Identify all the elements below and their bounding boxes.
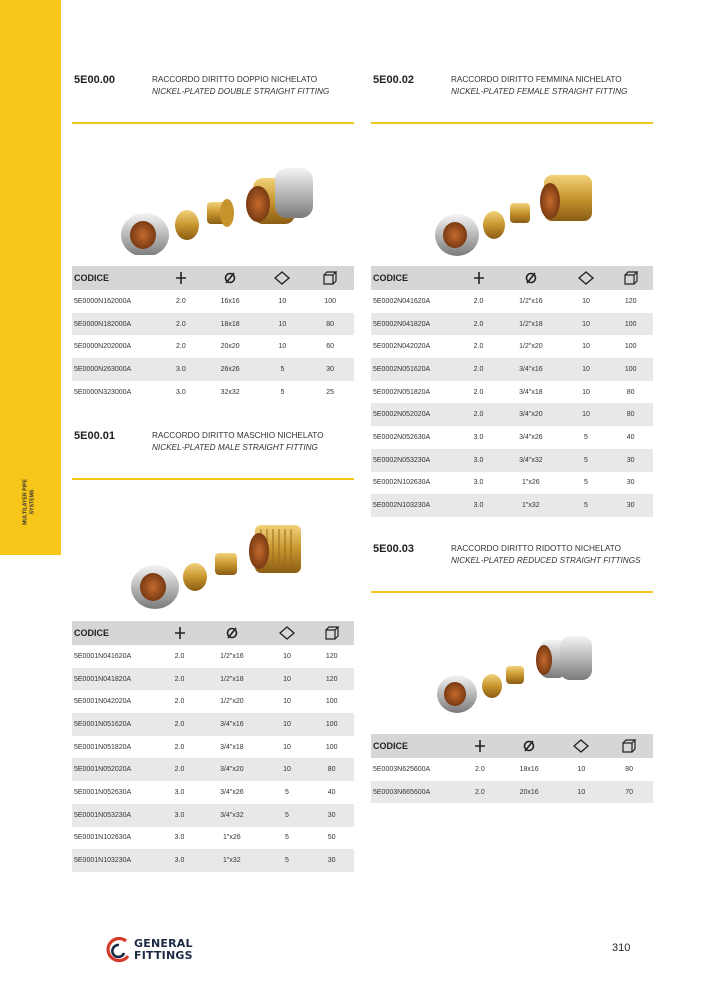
- cell-box: 80: [626, 388, 635, 396]
- cell-pack: 10: [283, 698, 291, 706]
- logo-text: [134, 938, 193, 961]
- cell-pack: 10: [278, 297, 287, 305]
- logo-line2: FITTINGS: [134, 948, 193, 962]
- table-row: [72, 781, 354, 804]
- cell-code: 5E0000N182000A: [74, 320, 132, 328]
- cell-pack: 10: [283, 743, 291, 751]
- section-title: [451, 543, 641, 567]
- cell-pack: 5: [584, 502, 588, 510]
- section-5e0002: [371, 70, 653, 120]
- cell-box: 30: [326, 365, 335, 373]
- cell-pack: 10: [582, 365, 590, 373]
- diameter-icon: [498, 266, 564, 290]
- cell-pressure: 2.0: [473, 343, 484, 351]
- table-header: [371, 734, 653, 758]
- cell-pack: 5: [280, 365, 285, 373]
- cell-code: 5E0002N041620A: [373, 297, 431, 305]
- title-en: NICKEL-PLATED REDUCED STRAIGHT FITTINGS: [451, 556, 641, 565]
- cell-pack: 10: [278, 343, 287, 351]
- cell-pressure: 3.0: [473, 433, 484, 441]
- cell-code: 5E0002N051820A: [373, 388, 431, 396]
- diamond-icon: [259, 266, 307, 290]
- cell-box: 100: [325, 698, 338, 706]
- cell-pack: 10: [577, 765, 586, 773]
- box-icon: [605, 734, 653, 758]
- cell-box: 30: [327, 857, 336, 865]
- cell-pack: 5: [285, 857, 289, 865]
- logo-mark-icon: [106, 937, 132, 963]
- fitting-image-female: [432, 165, 602, 260]
- cell-pressure: 3.0: [473, 456, 484, 464]
- cell-pressure: 2.0: [176, 297, 186, 305]
- cell-code: 5E0001N053230A: [74, 811, 132, 819]
- cell-pack: 10: [582, 388, 590, 396]
- fitting-image-reduced: [432, 630, 602, 720]
- diameter-icon: [501, 734, 558, 758]
- table-header: [72, 621, 354, 645]
- cell-box: 30: [626, 502, 635, 510]
- cell-box: 100: [624, 320, 637, 328]
- cell-size: 3/4"x20: [519, 411, 543, 419]
- cell-box: 50: [327, 834, 336, 842]
- cell-pressure: 2.0: [473, 365, 484, 373]
- cell-pressure: 3.0: [176, 365, 186, 373]
- table-row: [371, 426, 653, 449]
- table-5e0000: [72, 266, 354, 403]
- table-row: [371, 381, 653, 404]
- section-title: [152, 74, 329, 98]
- table-header: [371, 266, 653, 290]
- header-codice: CODICE: [373, 741, 409, 751]
- cell-pack: 5: [584, 479, 588, 487]
- cell-pressure: 3.0: [473, 479, 484, 487]
- diamond-icon: [558, 734, 606, 758]
- cell-box: 100: [325, 743, 338, 751]
- header-codice: CODICE: [74, 628, 110, 638]
- side-tab-line1: MULTILAYER PIPE: [22, 479, 29, 525]
- table-row: [371, 494, 653, 517]
- cell-size: 3/4"x26: [220, 788, 244, 796]
- title-it: RACCORDO DIRITTO RIDOTTO NICHELATO: [451, 544, 621, 553]
- cell-pack: 10: [283, 652, 291, 660]
- section-rule: [371, 122, 653, 124]
- cell-pressure: 3.0: [473, 502, 484, 510]
- box-icon: [309, 621, 354, 645]
- cell-box: 70: [625, 788, 634, 796]
- cross-icon: [459, 734, 501, 758]
- product-image-female: [432, 165, 602, 260]
- cell-size: 16x16: [220, 297, 240, 305]
- cross-icon: [160, 621, 199, 645]
- cell-pressure: 2.0: [475, 788, 485, 796]
- cell-box: 120: [325, 675, 338, 683]
- diameter-icon: [199, 621, 265, 645]
- cell-pack: 10: [582, 411, 590, 419]
- cell-box: 120: [624, 297, 637, 305]
- box-icon: [306, 266, 354, 290]
- cross-icon: [459, 266, 498, 290]
- table-row: [72, 736, 354, 759]
- table-row: [72, 335, 354, 358]
- cell-code: 5E0001N041620A: [74, 652, 132, 660]
- cell-pack: 10: [283, 675, 291, 683]
- table-row: [371, 449, 653, 472]
- table-row: [72, 713, 354, 736]
- cell-pack: 10: [283, 720, 291, 728]
- cell-pressure: 2.0: [174, 652, 185, 660]
- cell-pressure: 2.0: [475, 765, 485, 773]
- table-row: [371, 335, 653, 358]
- cell-size: 1"x32: [223, 857, 241, 865]
- cell-box: 100: [624, 365, 637, 373]
- section-rule: [371, 591, 653, 593]
- diamond-icon: [564, 266, 609, 290]
- page-number: 310: [612, 942, 631, 954]
- cell-pack: 5: [285, 811, 289, 819]
- table-row: [72, 804, 354, 827]
- title-it: RACCORDO DIRITTO FEMMINA NICHELATO: [451, 75, 622, 84]
- cell-size: 3/4"x18: [519, 388, 543, 396]
- cell-size: 3/4"x26: [519, 433, 543, 441]
- table-row: [371, 358, 653, 381]
- section-code: 5E00.01: [74, 430, 115, 442]
- cell-pressure: 2.0: [174, 720, 185, 728]
- cell-box: 120: [325, 652, 338, 660]
- section-code: 5E00.03: [373, 543, 414, 555]
- cell-pack: 10: [582, 297, 590, 305]
- diameter-icon: [202, 266, 259, 290]
- title-it: RACCORDO DIRITTO DOPPIO NICHELATO: [152, 75, 318, 84]
- cell-pressure: 2.0: [176, 343, 186, 351]
- cell-size: 1/2"x16: [220, 652, 244, 660]
- title-it: RACCORDO DIRITTO MASCHIO NICHELATO: [152, 431, 324, 440]
- diamond-icon: [265, 621, 310, 645]
- product-image-double: [115, 160, 315, 255]
- cell-size: 3/4"x20: [220, 766, 244, 774]
- cell-code: 5E0002N042020A: [373, 343, 431, 351]
- logo-line1: GENERAL: [134, 937, 193, 950]
- cell-pack: 10: [577, 788, 586, 796]
- cell-code: 5E0003N665600A: [373, 788, 431, 796]
- product-image-male: [127, 515, 317, 610]
- cell-size: 18x18: [220, 320, 240, 328]
- table-row: [72, 290, 354, 313]
- cell-pressure: 2.0: [473, 388, 484, 396]
- cell-size: 3/4"x32: [519, 456, 543, 464]
- cell-code: 5E0001N051620A: [74, 720, 132, 728]
- cell-pressure: 2.0: [473, 411, 484, 419]
- cell-pressure: 3.0: [174, 788, 185, 796]
- title-en: NICKEL-PLATED FEMALE STRAIGHT FITTING: [451, 87, 628, 96]
- cell-pack: 5: [285, 788, 289, 796]
- cell-box: 30: [626, 479, 635, 487]
- cell-code: 5E0001N052630A: [74, 788, 132, 796]
- cell-code: 5E0002N102630A: [373, 479, 431, 487]
- cell-size: 3/4"x18: [220, 743, 244, 751]
- cell-pressure: 2.0: [176, 320, 186, 328]
- table-row: [371, 781, 653, 804]
- table-row: [72, 381, 354, 404]
- section-rule: [72, 478, 354, 480]
- table-row: [72, 358, 354, 381]
- table-row: [371, 758, 653, 781]
- cell-size: 1"x26: [223, 834, 241, 842]
- cell-box: 80: [626, 411, 635, 419]
- box-icon: [608, 266, 653, 290]
- table-row: [72, 758, 354, 781]
- cell-size: 3/4"x32: [220, 811, 244, 819]
- cell-box: 80: [625, 765, 634, 773]
- cell-size: 1/2"x20: [519, 343, 543, 351]
- cell-code: 5E0001N052020A: [74, 766, 132, 774]
- cell-pressure: 2.0: [174, 743, 185, 751]
- section-code: 5E00.02: [373, 74, 414, 86]
- table-5e0003: [371, 734, 653, 803]
- cell-code: 5E0001N051820A: [74, 743, 132, 751]
- cell-pressure: 3.0: [174, 811, 185, 819]
- table-row: [371, 472, 653, 495]
- cell-pack: 5: [584, 433, 588, 441]
- cell-code: 5E0003N625600A: [373, 765, 431, 773]
- side-tab-label: [23, 479, 36, 525]
- table-row: [371, 290, 653, 313]
- table-row: [72, 827, 354, 850]
- cell-code: 5E0000N202000A: [74, 343, 132, 351]
- cell-code: 5E0002N103230A: [373, 502, 431, 510]
- cell-pressure: 3.0: [176, 388, 186, 396]
- table-header: [72, 266, 354, 290]
- cell-code: 5E0001N042020A: [74, 698, 132, 706]
- cell-box: 60: [326, 343, 335, 351]
- cell-code: 5E0002N041820A: [373, 320, 431, 328]
- cell-box: 100: [325, 720, 338, 728]
- cell-code: 5E0000N162000A: [74, 297, 132, 305]
- cell-box: 100: [624, 343, 637, 351]
- cell-pressure: 3.0: [174, 857, 185, 865]
- table-row: [371, 313, 653, 336]
- cell-pressure: 2.0: [174, 766, 185, 774]
- cell-box: 25: [326, 388, 335, 396]
- cell-box: 40: [626, 433, 635, 441]
- company-logo: [106, 937, 206, 963]
- cell-pack: 10: [582, 343, 590, 351]
- cell-box: 30: [327, 811, 336, 819]
- cell-box: 40: [327, 788, 336, 796]
- cell-pressure: 2.0: [473, 297, 484, 305]
- cell-pack: 10: [283, 766, 291, 774]
- table-5e0001: [72, 621, 354, 872]
- cell-code: 5E0001N102630A: [74, 834, 132, 842]
- section-title: [451, 74, 627, 98]
- cell-code: 5E0000N323000A: [74, 388, 132, 396]
- cell-size: 3/4"x16: [220, 720, 244, 728]
- cell-pack: 5: [280, 388, 285, 396]
- table-row: [72, 645, 354, 668]
- cell-box: 30: [626, 456, 635, 464]
- section-5e0000: [72, 70, 354, 120]
- cell-size: 1"x32: [522, 502, 540, 510]
- cell-size: 18x16: [519, 765, 539, 773]
- cell-pressure: 3.0: [174, 834, 185, 842]
- table-row: [72, 690, 354, 713]
- table-row: [72, 668, 354, 691]
- cell-pack: 10: [278, 320, 287, 328]
- cell-size: 1/2"x16: [519, 297, 543, 305]
- cell-size: 1/2"x20: [220, 698, 244, 706]
- cell-size: 20x16: [519, 788, 539, 796]
- cell-pack: 10: [582, 320, 590, 328]
- cell-code: 5E0001N041820A: [74, 675, 132, 683]
- cell-box: 80: [326, 320, 335, 328]
- cell-size: 3/4"x16: [519, 365, 543, 373]
- cell-code: 5E0002N053230A: [373, 456, 431, 464]
- cell-pressure: 2.0: [473, 320, 484, 328]
- cell-size: 1"x26: [522, 479, 540, 487]
- cell-box: 100: [324, 297, 336, 305]
- cell-size: 26x26: [220, 365, 240, 373]
- cell-pressure: 2.0: [174, 698, 185, 706]
- table-row: [72, 313, 354, 336]
- cell-size: 1/2"x18: [519, 320, 543, 328]
- cross-icon: [160, 266, 202, 290]
- table-row: [371, 403, 653, 426]
- cell-code: 5E0001N103230A: [74, 857, 132, 865]
- cell-box: 80: [327, 766, 336, 774]
- product-image-reduced: [432, 630, 602, 720]
- title-en: NICKEL-PLATED MALE STRAIGHT FITTING: [152, 443, 318, 452]
- fitting-image-double: [115, 160, 315, 255]
- cell-code: 5E0000N263000A: [74, 365, 132, 373]
- side-tab: [0, 0, 61, 555]
- cell-pack: 5: [285, 834, 289, 842]
- cell-code: 5E0002N052020A: [373, 411, 431, 419]
- cell-code: 5E0002N052630A: [373, 433, 431, 441]
- fitting-image-male: [127, 515, 317, 610]
- header-codice: CODICE: [373, 273, 409, 283]
- cell-size: 20x20: [220, 343, 240, 351]
- cell-pressure: 2.0: [174, 675, 185, 683]
- side-tab-line2: SYSTEMS: [29, 489, 35, 515]
- table-row: [72, 849, 354, 872]
- header-codice: CODICE: [74, 273, 110, 283]
- cell-code: 5E0002N051620A: [373, 365, 431, 373]
- cell-pack: 5: [584, 456, 588, 464]
- cell-size: 1/2"x18: [220, 675, 244, 683]
- section-title: [152, 430, 324, 454]
- section-rule: [72, 122, 354, 124]
- cell-size: 32x32: [220, 388, 240, 396]
- table-5e0002: [371, 266, 653, 517]
- section-5e0003: [371, 539, 653, 589]
- section-code: 5E00.00: [74, 74, 115, 86]
- section-5e0001: [72, 426, 354, 476]
- title-en: NICKEL-PLATED DOUBLE STRAIGHT FITTING: [152, 87, 330, 96]
